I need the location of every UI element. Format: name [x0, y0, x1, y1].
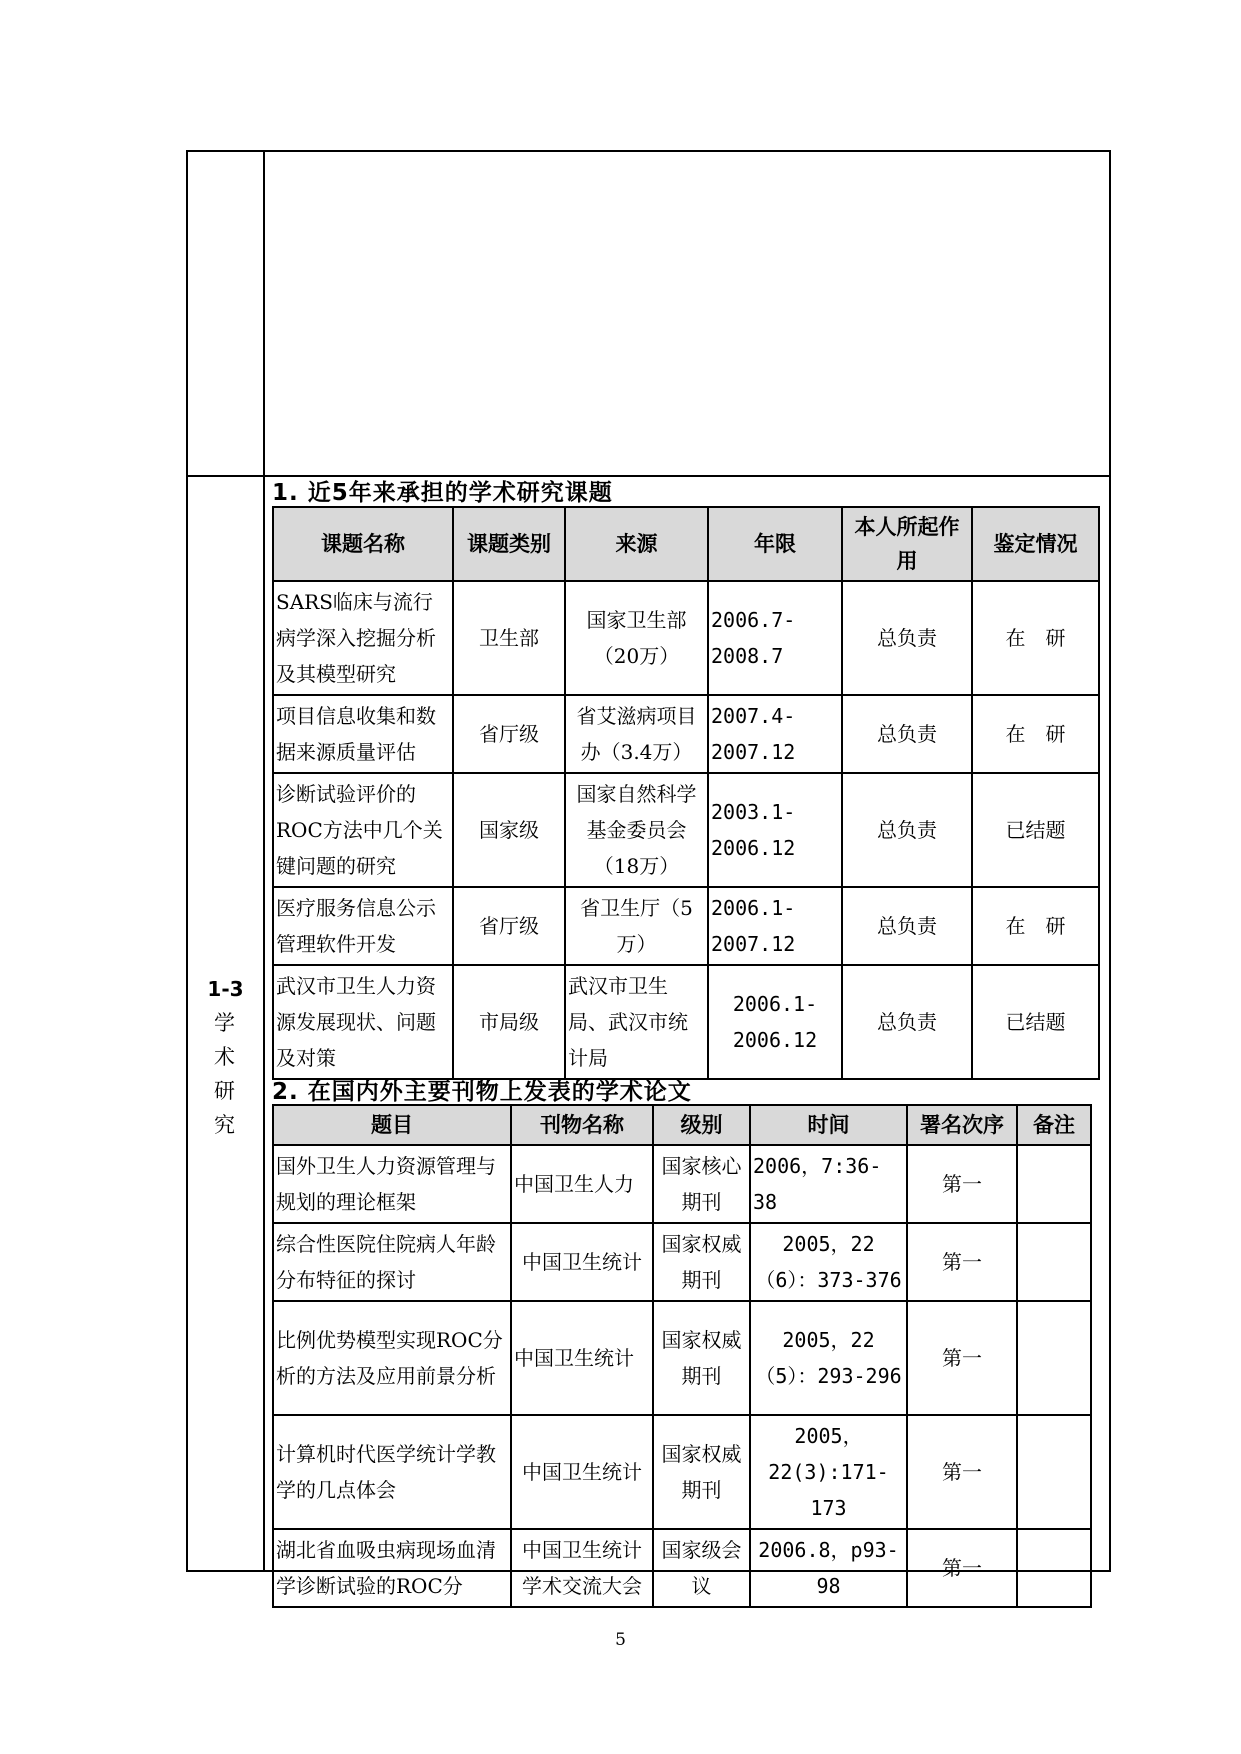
paper-level: 国家权威期刊: [653, 1301, 750, 1415]
paper-note: [1017, 1223, 1091, 1301]
paper-journal: 中国卫生统计: [511, 1301, 653, 1415]
project-name: 项目信息收集和数据来源质量评估: [273, 695, 453, 773]
paper-journal: 中国卫生统计学术交流大会: [511, 1529, 653, 1607]
project-role: 总负责: [842, 887, 972, 965]
table-row: [273, 1145, 1091, 1223]
project-status: 在 研: [972, 695, 1099, 773]
paper-journal: 中国卫生人力: [511, 1145, 653, 1223]
table-row: [273, 581, 1099, 695]
project-period: 2006.1-2007.12: [708, 887, 842, 965]
project-source: 国家卫生部（20万）: [565, 581, 708, 695]
paper-journal: 中国卫生统计: [511, 1415, 653, 1529]
col-header: 课题类别: [453, 507, 565, 581]
col-header: 鉴定情况: [972, 507, 1099, 581]
papers-header-row: [273, 1105, 1091, 1145]
paper-order: 第一: [907, 1301, 1017, 1415]
page-number: 5: [615, 1630, 626, 1650]
paper-note: [1017, 1415, 1091, 1529]
col-header: 时间: [750, 1105, 907, 1145]
project-role: 总负责: [842, 773, 972, 887]
paper-level: 国家核心期刊: [653, 1145, 750, 1223]
paper-journal: 中国卫生统计: [511, 1223, 653, 1301]
col-header: 刊物名称: [511, 1105, 653, 1145]
table-row: [273, 887, 1099, 965]
project-category: 省厅级: [453, 695, 565, 773]
project-role: 总负责: [842, 965, 972, 1079]
project-name: 诊断试验评价的ROC方法中几个关键问题的研究: [273, 773, 453, 887]
paper-order: 第一: [907, 1145, 1017, 1223]
paper-note: [1017, 1145, 1091, 1223]
table-row: [273, 695, 1099, 773]
col-header: 备注: [1017, 1105, 1091, 1145]
project-source: 省艾滋病项目办（3.4万）: [565, 695, 708, 773]
paper-level: 国家权威期刊: [653, 1223, 750, 1301]
projects-heading: 1. 近5年来承担的学术研究课题: [272, 480, 613, 506]
paper-title: 计算机时代医学统计学教学的几点体会: [273, 1415, 511, 1529]
project-status: 已结题: [972, 773, 1099, 887]
projects-header-row: [273, 507, 1099, 581]
paper-order: 第一: [907, 1529, 1017, 1607]
col-header: 本人所起作用: [842, 507, 972, 581]
table-row: [273, 773, 1099, 887]
paper-time: 2005，22(3):171-173: [750, 1415, 907, 1529]
project-category: 市局级: [453, 965, 565, 1079]
section-label: [188, 972, 263, 1142]
section-title: 学术研究: [214, 1011, 237, 1137]
table-row: [273, 1415, 1091, 1529]
table-row: [273, 965, 1099, 1079]
paper-time: 2005，22（6）：373-376: [750, 1223, 907, 1301]
papers-heading: 2. 在国内外主要刊物上发表的学术论文: [272, 1079, 692, 1105]
paper-title: 湖北省血吸虫病现场血清学诊断试验的ROC分: [273, 1529, 511, 1607]
col-header: 级别: [653, 1105, 750, 1145]
table-row: [273, 1301, 1091, 1415]
project-source: 国家自然科学基金委员会（18万）: [565, 773, 708, 887]
paper-order: 第一: [907, 1415, 1017, 1529]
project-status: 已结题: [972, 965, 1099, 1079]
project-category: 省厅级: [453, 887, 565, 965]
paper-title: 综合性医院住院病人年龄分布特征的探讨: [273, 1223, 511, 1301]
paper-title: 比例优势模型实现ROC分析的方法及应用前景分析: [273, 1301, 511, 1415]
project-status: 在 研: [972, 887, 1099, 965]
project-source: 武汉市卫生局、武汉市统计局: [565, 965, 708, 1079]
table-row: [273, 1529, 1091, 1607]
col-header: 年限: [708, 507, 842, 581]
project-status: 在 研: [972, 581, 1099, 695]
papers-table: [272, 1104, 1092, 1608]
project-category: 卫生部: [453, 581, 565, 695]
paper-note: [1017, 1529, 1091, 1607]
table-row: [273, 1223, 1091, 1301]
project-role: 总负责: [842, 581, 972, 695]
column-divider: [263, 152, 265, 1570]
project-category: 国家级: [453, 773, 565, 887]
project-period: 2006.1-2006.12: [708, 965, 842, 1079]
section-number: 1-3: [207, 977, 244, 1001]
paper-time: 2006.8，p93-98: [750, 1529, 907, 1607]
project-period: 2006.7-2008.7: [708, 581, 842, 695]
projects-table: [272, 506, 1100, 1080]
paper-level: 国家权威期刊: [653, 1415, 750, 1529]
project-name: SARS临床与流行病学深入挖掘分析及其模型研究: [273, 581, 453, 695]
project-period: 2003.1-2006.12: [708, 773, 842, 887]
col-header: 课题名称: [273, 507, 453, 581]
paper-order: 第一: [907, 1223, 1017, 1301]
project-source: 省卫生厅（5万）: [565, 887, 708, 965]
paper-time: 2006，7:36-38: [750, 1145, 907, 1223]
project-name: 医疗服务信息公示管理软件开发: [273, 887, 453, 965]
col-header: 题目: [273, 1105, 511, 1145]
paper-level: 国家级会议: [653, 1529, 750, 1607]
project-role: 总负责: [842, 695, 972, 773]
project-name: 武汉市卫生人力资源发展现状、问题及对策: [273, 965, 453, 1079]
col-header: 来源: [565, 507, 708, 581]
paper-title: 国外卫生人力资源管理与规划的理论框架: [273, 1145, 511, 1223]
col-header: 署名次序: [907, 1105, 1017, 1145]
paper-time: 2005，22（5）：293-296: [750, 1301, 907, 1415]
project-period: 2007.4-2007.12: [708, 695, 842, 773]
paper-note: [1017, 1301, 1091, 1415]
